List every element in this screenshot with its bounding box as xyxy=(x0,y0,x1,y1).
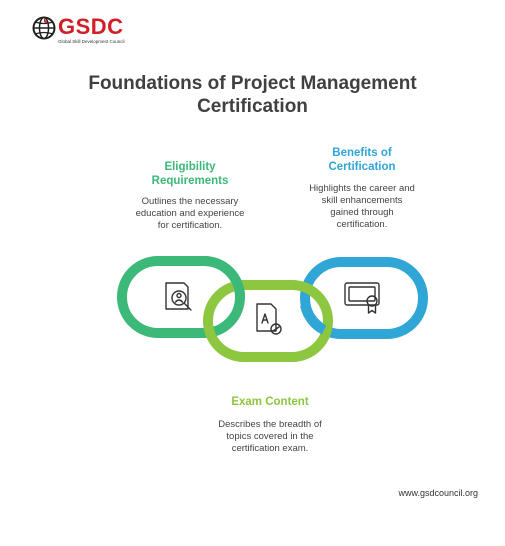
logo-wordmark: GSDC xyxy=(58,14,124,39)
magnifier-person-document-icon xyxy=(166,283,191,310)
exam-desc-line-2: topics covered in the xyxy=(226,431,314,442)
eligibility-title-line-2: Requirements xyxy=(151,175,229,187)
benefits-desc-line-1: Highlights the career and xyxy=(309,183,415,194)
page-title-line-1: Foundations of Project Management xyxy=(88,73,417,94)
eligibility-desc-line-2: education and experience xyxy=(135,208,245,219)
eligibility-desc-line-1: Outlines the necessary xyxy=(141,196,239,207)
exam-desc-line-3: certification exam. xyxy=(231,443,309,454)
footer-url[interactable]: www.gsdcouncil.org xyxy=(398,488,478,498)
exam-description xyxy=(185,419,355,455)
logo-tagline: Global Skill Development Council xyxy=(58,39,125,44)
exam-title xyxy=(190,395,350,409)
certificate-badge-icon xyxy=(345,283,379,313)
page-title-line-2: Certification xyxy=(197,96,308,117)
exam-desc-line-1: Describes the breadth of xyxy=(218,419,322,430)
benefits-desc-line-3: gained through xyxy=(330,207,394,218)
exam-title-line-1: Exam Content xyxy=(231,396,309,408)
benefits-title-line-2: Certification xyxy=(328,161,396,173)
benefits-desc-line-4: certification. xyxy=(336,219,388,230)
benefits-title-line-1: Benefits of xyxy=(332,147,392,159)
exam-paper-pencil-icon xyxy=(257,304,281,334)
benefits-desc-line-2: skill enhancements xyxy=(321,195,403,206)
eligibility-desc-line-3: for certification. xyxy=(157,220,223,231)
eligibility-title-line-1: Eligibility xyxy=(164,161,216,173)
